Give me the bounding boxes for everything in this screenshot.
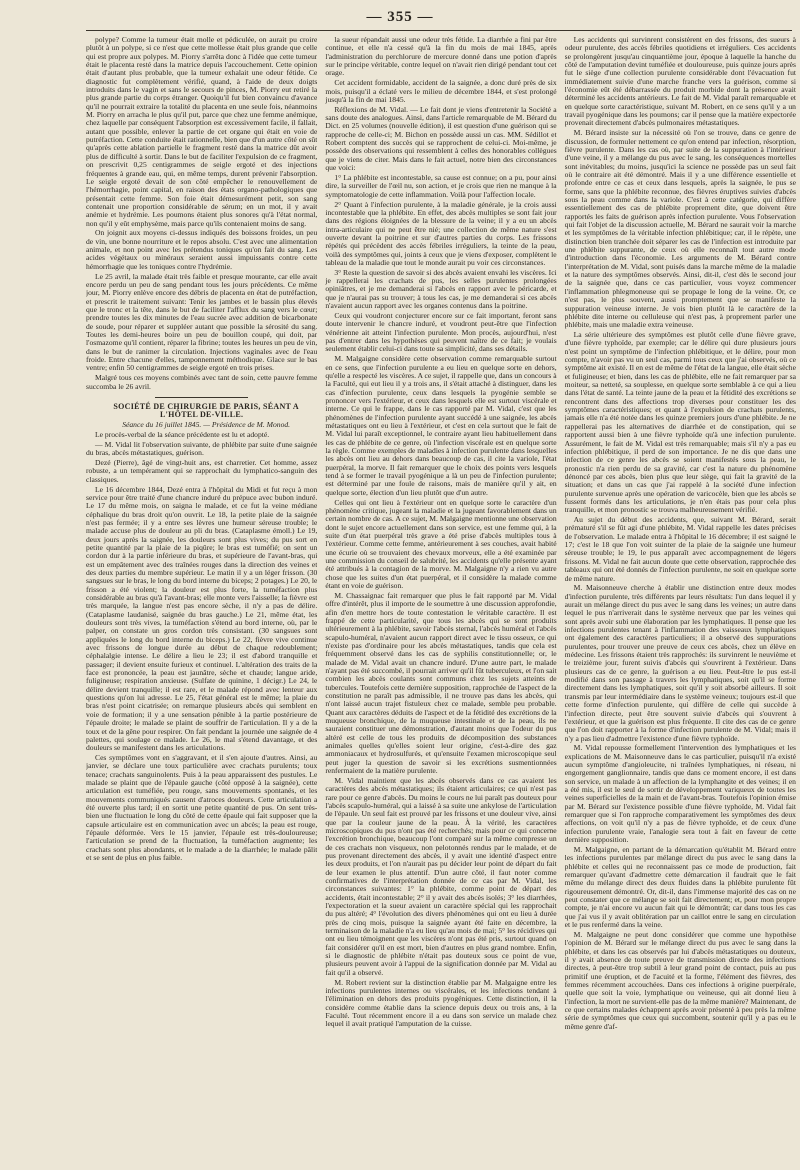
paragraph: M. Vidal maintient que les abcès observés dans ce cas avaient les caractères des abcès métastatiques; ils étaient articulaires; ce qui n'est pas rare pour ce genre d'abcès. Du moins le cours ne lui paraît pas douteux pour l'abcès scapulo-huméral, qui a laissé à sa suite une ankylose de l'articulation de l'épaule. Un seul fait est prouvé par les frissons et une douleur vive, ainsi que par la couleur jaune de la peau. À la vérité, les caractères microscopiques du pus n'ont pas été recherchés; mais pour ce qui concerne l'excrétion bronchique, beaucoup l'ont comparé sur la même compresse un de ces crachats non visqueux, non pelotonnés rendus par le malade, et de pus provenant directement des abcès, il y avait une identité d'aspect entre les deux produits, et l'on n'aurait pas pu décider leur point de départ du fait de leur examen le plus attentif. D'un autre côté, il faut noter comme confirmatives de l'interprétation donnée de ce cas par M. Vidal, les circonstances suivantes: 1° la phlébite, comme point de départ des accidents, était incontestable; 2° il y avait des abcès isolés; 3° les diarrhées, l'expectoration et la sueur avaient un caractère spécial qui les rapprochait du pus altéré; 4° l'évolution des divers phénomènes qui ont eu lieu à durée près de cinq mois, puisque la saignée ayant été faite en décembre, la terminaison de la maladie n'a eu lieu qu'au mois de mai; 5° les récidives qui ont eu lieu témoignent que les viscères n'ont pas été pris, surtout quand on fait considérer qu'il en est mort, bien d'autres en plus grand nombre. Enfin, si le diagnostic de phlébite n'était pas douteux sous ce point de vue, plusieurs peuvent avoir à l'appui de la signification donnée par M. Vidal au fait qu'il a observé. — [325, 775, 557, 977]
paragraph: Le 25 avril, la malade était très faible et presque mourante, car elle avait encore perdu un peu de sang pendant tous les jours précédents. Ce même jour, M. Piorry enlève encore des débris de placenta en état de putréfaction, et prescrit le traitement suivant: Tenir les jambes et le bassin plus élevés que le tronc et la tête, dans le but de faciliter l'afflux du sang vers le cœur; prendre toutes les dix minutes de l'eau sucrée avec addition de bicarbonate de soude, pour réparer et suppléer autant que possible la sérosité du sang. Toutes les demi-heures boire un peu de bouillon coupé, qui doit, par l'osmazome qu'il contient, réparer la fibrine; toutes les heures un peu de vin, dans le but de ranimer la circulation. Injections vaginales avec de l'eau froide. Entre chacune d'elles, tamponnement méthodique. Glace sur le bas ventre; enfin 50 centigrammes de seigle ergoté en trois prises. — [86, 271, 318, 373]
paragraph: Ceux qui voudront conjecturer encore sur ce fait important, feront sans doute intervenir le chancre induré, et voudront peut-être que l'infection vénérienne ait atteint l'infection purulente. Mon procès, aujourd'hui, n'est pas d'entrer dans les hypothèses qui peuvent naître de ce fait; je voulais seulement établir celui-ci dans toute sa simplicité, dans ses détails. — [325, 311, 557, 354]
section-divider — [155, 397, 248, 398]
paragraph: Cet accident formidable, accident de la saignée, a donc duré près de six mois, puisqu'il a éclaté vers le milieu de décembre 1844, et s'est prolongé jusqu'à la fin de mai 1845. — [325, 78, 557, 104]
paragraph: polype? Comme la tumeur était molle et pédiculée, on aurait pu croire plutôt à un polype, si ce n'est que cette mollesse était plus grande que celle qui est propre aux polypes. M. Piorry s'arrêta donc à l'idée que cette tumeur était le placenta resté dans la matrice depuis l'accouchement. Cette opinion était d'autant plus probable, que la tumeur exhalait une odeur fétide. Ce diagnostic fut complètement vérifié, quand, à l'aide de deux doigts introduits dans le vagin et sans le secours de pinces, M. Piorry eut retiré la plus grande partie du corps étranger. Quoiqu'il fut bien convaincu d'avance qu'il ne pourrait extraire la totalité du placenta en une seule fois, néanmoins M. Piorry en arracha le plus qu'il put, parce que chez une femme anémique, chez laquelle par conséquent l'absorption est excessivement facile, il fallait, autant que possible, enlever la partie de cet organe qui était en voie de putréfaction. Cette conduite était rationnelle, bien que d'un autre côté on sût qu'après cette ablation partielle le fragment resté dans la matrice dût avoir plus de difficulté à sortir. Dans le but de faciliter l'expulsion de ce fragment, on prescrivit 0,25 centigrammes de seigle ergoté et des injections fréquentes à grande eau, qui, en même temps, durent prévenir l'absorption. Le seigle ergoté devait de son côté empêcher le renouvellement de l'hémorrhagie, point capital, en raison des états organo-pathologiques que présentait cette femme. Son foie était démesurément petit, son sang contenait une proportion considérable de sérum; en un mot, il y avait anémie et hydrémie. Les poumons étaient plus sonores qu'à l'état normal, non qu'il y eût emphysème, mais parce qu'ils contenaient moins de sang. — [86, 36, 318, 228]
paragraph: Ces symptômes vont en s'aggravant, et il s'en ajoute d'autres. Ainsi, au janvier, se déclare une toux particulière avec crachats purulents; toux tenace; crachats sanguinolents. Puis à la peau apparaissent des pustules. Le malade se plaint que de l'épaule gauche (côté opposé à la saignée), cette articulation est tuméfiée, peu rouge, sans mouvements spontanés, et les mouvements communiqués causent d'atroces douleurs. Cette articulation a été ouverte plus tard; il en sortit une petite quantité de pus. On sent très-bien une fluctuation le long du côté de cette épaule qui fait supposer que la capsule articulaire est en communication avec un abcès; la peau est rouge, l'épaule déformée. Vers le 15 janvier, l'épaule est très-douloureuse; l'articulation se prend de la fluctuation, la tuméfaction augmente; les crachats sont plus abondants, et le malade a de la diarrhée; le malade pâlit et se sent de plus en plus faible. — [86, 753, 318, 863]
paragraph: Celles qui ont lieu à l'extérieur ont en quelque sorte le caractère d'un phénomène critique, jugeant la maladie et la jugeant favorablement dans un certain nombre de cas. A ce sujet, M. Malgaigne mentionne une observation dont le sujet encore actuellement dans son service, est une femme qui, à la suite d'un état puerpéral très grave a été prise d'abcès multiples tous à l'extérieur. Comme cette femme, antérieurement à ses couches, avait habité une écurie où se trouvaient des chevaux morveux, elle a été examinée par une commission du conseil de salubrité, les accidents qu'elle présente ayant été attribués à la contagion de la morve. M. Malgaigne n'y a rien vu autre chose que les suites d'un état puerpéral, et il considère la malade comme étant en voie de guérison. — [325, 497, 557, 590]
paragraph: La série ultérieure des symptômes est plutôt celle d'une fièvre grave, d'une fièvre typhoïde, par exemple; car le délire qui dure plusieurs jours n'est point un symptôme de l'infection phlébitique, et le délire, pour mon compte, n'avoir pas vu un seul cas, parmi tous ceux que j'ai observés, où ce symptôme ait existé. Il en est de même de l'état de la langue, elle était sèche et fuligineuse; et bien, dans les cas de phlébite, elle ne fait remarquer par sa moiteur, sa netteté, sa souplesse, en quelque sorte semblable à ce qui a lieu dans l'état de santé. La teinte jaune de la peau et la fétidité des excrétions se rencontrent dans des affections trop diverses pour constituer les des symptômes caractéristiques; et quant à l'expulsion de crachats purulents, jamais elle n'a été notée dans les quinze premiers jours d'une phlébite. Je ne rappellerai pas les alternatives de diarrhée et de constipation, qui se rapportent aussi bien à une fièvre typhoïde qu'à une infection purulente. Assurément, le fait de M. Vidal est très remarquable; mais s'il n'y a pas eu infection phlébitique, il perd de son importance. Je ne dis que dans une infection de ce genre les abcès se soient manifestés sous la peau, le pronostic n'a rien perdu de sa gravité, car c'est la nature du phénomène dénoncé par ces abcès, bien plus que leur siège, qui fait la gravité de la situation; et dans un cas que j'ai rappelé à la société d'une infection purulente survenue après une opération de varicocèle, bien que les abcès se fussent formés dans les articulations, je n'en étais pas pour cela plus tranquille, et mon pronostic se trouva malheureusement vérifié. — [564, 330, 796, 515]
paragraph: On joignit aux moyens ci-dessus indiqués des boissons froides, un peu de vin, une bonne nourriture et le repos absolu. C'est avec une alimentation animale, et non point avec les prétendus toniques qu'on fait du sang. Les acides végétaux ou minéraux seraient aussi impuissants contre cette hémorrhagie que les toniques contre l'hydrémie. — [86, 228, 318, 271]
paragraph: M. Bérard insiste sur la nécessité où l'on se trouve, dans ce genre de discussion, de formuler nettement ce qu'on entend par infection, résorption, fièvre purulente. Dans les cas où, par suite de la suppuration à l'intérieur d'une veine, il y a mélange du pus avec le sang, les conséquences mortelles sont inévitables; du moins, jusqu'ici la science ne possède pas un seul fait où le contraire ait été démontré. Mais il y a une différence essentielle et profonde entre ce cas et ceux dans lesquels, après la saignée, le pus se forme, sans que la phlébite reconnue, des fièvres éruptives suivies d'abcès sous la peau comme dans la variole. C'est à cette catégorie, qui diffère essentiellement des cas de phlébite proprement dite, que doivent être rapportés les faits de guérison après infection purulente. Vous l'observation qui fait l'objet de la discussion actuelle, M. Bérard ne saurait voir la marche et les symptômes de la véritable infection phlébitique; car, il le répète, une distinction bien tranchée doit séparer les cas de l'infection est introduite par une phlébite suppurante, de ceux où elle reconnaît tout autre mode d'introduction dans l'économie. Les arguments de M. Bérard contre l'interprétation de M. Vidal, sont puisés dans la marche même de la maladie et la nature des symptômes observés. Ainsi, dit-il, c'est dès le second jour de la saignée que, dans ce cas particulier, vous voyez commencer l'inflammation phlegmoneuse qui se propage le long de la veine. Or, ce n'est pas, le plus souvent, aussi promptement que se manifeste la suppuration veineuse interne. Je vois bien plutôt là le caractère de la phlébite dite interne ou celluleuse qui n'est pas, à proprement parler une phlébite, mais une maladie extra veineuse. — [564, 128, 796, 330]
paragraph: M. Malgaigne considère cette observation comme remarquable surtout en ce sens, que l'infection purulente a eu lieu en quelque sorte en dehors, qu'elle a respecté les viscères. A ce sujet, il rappelle que, dans un concours à la Faculté, qui eut lieu il y a trois ans, il s'était attaché à distinguer, dans les cas d'infection purulente, ceux dans lesquels la pyogénie semble se prononcer vers l'extérieur, et ceux dans lesquels elle est surtout viscérale et interne. Ce qui le frappe, dans le cas rapporté par M. Vidal, c'est que les phénomènes de l'infection purulente ayant succédé à une saignée, les abcès métastatiques ont eu lieu à l'extérieur, et c'est en cela surtout que le fait de M. Vidal lui paraît exceptionnel, le contraire ayant lieu habituellement dans les cas de phlébite de ce genre, où l'infection viscérale est en quelque sorte la règle. Comme exemples de maladies à infection purulente dans lesquelles les abcès ont lieu au dehors dans beaucoup de cas, il cite la variole, l'état puerpéral, la morve. Il fait remarquer que le choix des points vers lesquels tend à se former le travail pyogénique a là un peu de l'infection purulente; est déterminé par une foule de raisons, mais de manière qu'il y ait, en quelque sorte, élection d'un lieu plutôt que d'un autre. — [325, 354, 557, 497]
paragraph: — M. Vidal lit l'observation suivante, de phlébite par suite d'une saignée du bras, abcès métastatiques, guérison. — [86, 439, 318, 458]
article-columns — [86, 36, 796, 1164]
paragraph: Les accidents qui survinrent consistèrent en des frissons, des sueurs à odeur purulente, des accès fébriles quotidiens et irréguliers. Ces accidents se prolongèrent jusqu'au cinquantième jour, époque à laquelle la hanche du côté de l'amputation devint tuméfiée et douloureuse, puis quinze jours après fut le siège d'une collection purulente considérable dont l'évacuation fut immédiatement suivie d'une marche franche vers la guérison, comme si l'économie eût été débarrassée du produit morbide dont la présence avait déterminé les accidents antérieurs. Le fait de M. Vidal paraît remarquable et en quelque sorte caractéristique, suivant M. Robert, en ce sens qu'il y a un travail pyogénique dans les poumons; car il pense que la matière expectorée provenait directement d'abcès pulmonaires métastatiques. — [564, 36, 796, 128]
page-number: — 355 — — [366, 9, 434, 25]
section-title: SOCIÉTÉ DE CHIRURGIE DE PARIS, SÉANT A L'HÔTEL DE-VILLE. — [113, 401, 299, 420]
paragraph: M. Vidal repousse formellement l'intervention des lymphatiques et les explications de M. Maisonneuve dans le cas particulier, puisqu'il n'a existé aucun symptôme d'angioleucite, ni traînées lymphatiques, ni réseau, ni engorgement ganglionnaire, tandis que dans ce moment encore, il est dans son service, un malade à un affection de la lymphangite et des veines; il en a été mis, il est le seul de sortir de développement variqueux de toutes les veines superficielles de la main et de l'avant-bras. Toutefois l'opinion émise par M. Bérard sur l'existence possible d'une fièvre typhoïde, M. Vidal fait remarquer que si l'on rapproche comparativement les symptômes des deux affections, on voit qu'il n'y a pas de fièvre typhoïde, et de ceux d'une infection purulente vraie, l'analogie sera tout à fait en faveur de cette dernière supposition. — [564, 743, 796, 845]
paragraph: Le procès-verbal de la séance précédente est lu et adopté. — [95, 429, 270, 439]
page-header — [0, 8, 800, 32]
paragraph: la sueur répandait aussi une odeur très fétide. La diarrhée a fini par être continue, et elle n'a cessé qu'à la fin du mois de mai 1845, après l'administration du perchlorure de mercure donné dans une potion d'après sur le principe véritable, contre lequel on n'avait rien dirigé pendant tout cet orage. — [325, 36, 557, 78]
paragraph: Malgré tous ces moyens combinés avec tant de soin, cette pauvre femme succomba le 26 avril. — [86, 373, 318, 391]
column-1 — [86, 36, 317, 1164]
paragraph: M. Maisonneuve cherche à établir une distinction entre deux modes d'infection purulente, très différents par leurs résultats: l'un dans lequel il y aurait un mélange direct du pus avec le sang dans les veines; un autre dans lequel le pus n'arriverait dans le système nerveux que par les veines qui sont après avoir subi une élaboration par les lymphatiques. Il pense que les infections purulentes tenant à l'inflammation des vaisseaux lymphatiques ont également des caractères particuliers; il a observé des suppurations purulentes, pour trouver une preuve de ceux ces abcès, chez un élève en médecine. Les frissons étaient très rapprochés: ils survinrent le neuvième et le treizième jour, furent suivis d'abcès qui s'ouvrirent à l'extérieur. Dans plusieurs cas de ce genre, la guérison a eu lieu. Peut-être le pus est-il modifié dans son passage à travers les lymphatiques, soit qu'il se forme directement dans les lymphatiques, soit qu'il y soit absorbé ailleurs. Il soit transmis par leur intermédiaire dans le système veineux; toujours est-il que cette forme d'infection purulente, qui diffère de celle qui succède à l'infection directe, peut être souvent suivie d'abcès qui s'ouvrent à l'extérieur, et que la guérison est plus fréquente. Il cite des cas de ce genre que l'on doit rapporter à la forme d'infection purulente de M. Vidal; mais il n'y a pas lieu d'admettre l'existence d'une fièvre typhoïde. — [564, 583, 796, 743]
paragraph: Au sujet du début des accidents, que, suivant M. Bérard, serait prématuré s'il se fût agi d'une phlébite, M. Vidal rappelle les dates précises de l'observation. Le malade entra à l'hôpital le 16 décembre; il est saigné le 17; c'est le 18 que l'on voit suinter de la plaie de la saignée une humeur séreuse trouble; le 19, le pus apparaît avec accompagnement de légers frissons. M. Vidal ne fait aucun doute que cette observation, rapprochée des tableaux qui ont été donnés de l'infection purulente, ne soit en quelque sorte de même nature. — [564, 515, 796, 583]
paragraph: M. Robert revient sur la distinction établie par M. Malgaigne entre les infections purulentes internes ou viscérales, et les infections tendant à l'élimination en dehors des produits pyogéniques. Cette distinction, il la considère comme établie dans la science depuis deux ou trois ans, à la Faculté. Tout récemment encore il a eu dans son service un malade chez lequel il avait pratiqué l'amputation de la cuisse. — [325, 977, 557, 1029]
paragraph: Réflexions de M. Vidal. — Le fait dont je viens d'entretenir la Société a sans doute des analogues. Ainsi, dans l'article remarquable de M. Bérard du Dict. en 25 volumes (nouvelle édition), il est question d'une guérison qui se rapproche de celle-ci; M. Bichon en possède aussi un cas. MM. Sédillot et Robert comptent des succès qui se rapprochent de celui-ci. Moi-même, je possède des observations qui ressemblent à celles des honorables collègues que je viens de citer. Mais dans le fait actuel, notre bien des circonstances que voici: — [325, 104, 557, 173]
paragraph: 1° La phlébite est incontestable, sa cause est connue; on a pu, pour ainsi dire, la surveiller de l'œil nu, son action, et je crois que rien ne manque à la symptomatologie de cette inflammation. Voilà pour l'affection locale. — [325, 173, 557, 199]
paragraph: M. Malgaigne ne peut donc considérer que comme une hypothèse l'opinion de M. Bérard sur le mélange direct du pus avec le sang dans la phlébite, et dans les cas observés par lui d'abcès métastatiques ou douteux, il y avait absence de toute preuve de transmission directe des infections directes, à peut-être trop subtil à leur grand point de contact, puis au pus primitif une éruption, et de l'acuité et la forme, l'élément des fièvres, des femmes récemment accouchées. Dans ces infections à origine puerpérale, quelle que soit la voie, lymphatique ou veineuse, qui ait donné lieu à l'infection, la mort ne survient-elle pas de la même manière? Maintenant, de ce que certains malades échappent après avoir présenté à peu près la même série de symptômes que ceux qui succombent, soutenir qu'il y a pas eu le même genre d'af- — [564, 929, 796, 1031]
paragraph: M. Chassaignac fait remarquer que plus le fait rapporté par M. Vidal offre d'intérêt, plus il importe de le soumettre à une discussion approfondie, afin d'en mettre hors de toute contestation le véritable caractère. Il est frappé de cette particularité, que tous les abcès qui se sont produits ultérieurement à la phlébite, savoir l'abcès sternal, l'abcès huméral et l'abcès scapulo-huméral, n'avaient aucun rapport direct avec le tissu osseux, ce qui n'existe pas d'ordinaire pour les abcès métastatiques, tandis que cela est fréquemment observé dans les cas de syphilis constitutionnelle; or, le malade de M. Vidal avait un chancre induré. D'une autre part, le malade n'ayant pas été succombé, il pourrait arriver qu'il fût tuberculeux, et l'on sait combien les abcès coulants sont communs chez les sujets atteints de tubercules. Toutefois cette dernière supposition, rapprochée de l'aspect de la constitution ne paraît pas admissible, il ne trouve pas dans les abcès, qui n'ont laissé aucun trajet fistuleux chez ce malade, semble peu probable. Quant aux caractères déduits de l'aspect et de la fétidité des excrétions de la muqueuse bronchique, de la muqueuse intestinale et de la peau, ils ne sauraient constituer une démonstration, d'autant moins que l'odeur du pus altéré est celle de tous les produits de décomposition des substances animales quelles qu'elles soient leur origine, c'est-à-dire des gaz ammoniacaux et hydrosulfurés, et qu'ensuite l'examen microscopique seul peut juger la question de savoir si les excrétions susmentionnées renfermaient de la matière purulente. — [325, 590, 557, 776]
paragraph: M. Malgaigne, en partant de la démarcation qu'établit M. Bérard entre les infections purulentes par mélange direct du pus avec le sang dans la phlébite et celles qui ne reconnaissent pas ce mode de production, fait remarquer qu'avant d'admettre cette démarcation il faudrait que le fait même du mélange direct des deux fluides dans la phlébite purulente fût rigoureusement démontré. Or, dit-il, dans l'immense majorité des cas on ne peut constater que ce mélange se soit fait directement; et, pour mon propre compte, je n'ai encore vu aucun fait qui le démontrât; car dans tous les cas que j'ai vus il y avait oblitération par un caillot entre le sang en circulation et le pus renfermé dans la veine. — [564, 845, 796, 930]
paragraph: Dezé (Pierre), âgé de vingt-huit ans, est charretier. Cet homme, assez robuste, a un tempérament qui se rapprochait du lymphatico-sanguin des classiques. — [86, 458, 318, 484]
column-3 — [565, 36, 796, 1164]
session-line: Séance du 16 juillet 1845. — Présidence de M. Monod. — [122, 420, 291, 430]
column-2 — [325, 36, 556, 1164]
paragraph: 2° Quant à l'infection purulente, à la maladie générale, je la crois aussi incontestable que la phlébite. En effet, des abcès multiples se sont fait jour dans des régions éloignées de la blessure de la veine; il y a eu un abcès intra-articulaire qui ne peut être nié; une collection de même nature s'est ouverte devant la poitrine et sur d'autres parties du corps. Les frissons répétés qui précèdent des accès fébriles irréguliers, la teinte de la peau, voilà des symptômes qui, joints à ceux que je viens d'exposer, complètent le tableau de la maladie que tout le monde aurait pu voir ces circonstances. — [325, 199, 557, 267]
paragraph: 3° Reste la question de savoir si des abcès avaient envahi les viscères. Ici je rappellerai les crachats de pus, les selles purulentes prolongées opiniâtres, et je me demanderai si l'abcès en rapport avec le péricarde, et que je n'aurai pas su trouver; à tous les cas, je me demanderai si ces abcès n'avaient aucun rapport avec les organes contenus dans la poitrine. — [325, 267, 557, 311]
header-rule — [86, 30, 792, 31]
paragraph: Le 16 décembre 1844, Dezé entra à l'hôpital du Midi et fut reçu à mon service pour être traité d'une chancre induré du prépuce avec bubon induré. Le 17 du même mois, on saigna le malade, et ce fut la veine médiane céphalique du bras droit qu'on ouvrit. Le 18, la petite plaie de la saignée n'est pas fermée; il y a entre ses lèvres une humeur séreuse trouble; le malade accuse plus de douleur au pli du bras. (Cataplasme émoll.) Le 19, deux jours après la saignée, les douleurs sont plus vives; du pus sort en petite quantité par la plaie de la piqûre; le bras est tuméfié; on sent un cordon dur à la partie inférieure du bras, et supérieure de l'avant-bras, qui est un empâtement avec des traînées rouges dans la direction des veines et des deux parties du membre supérieur. Le matin il y a un léger frisson. (30 sangsues sur le bras, le long du bord interne du biceps; 2 potages.) Le 20, le frisson a été violent; la douleur est plus forte, la tuméfaction plus considérable au bras qu'à l'avant-bras; elle monte vers l'aisselle; la fièvre est très marquée, la langue n'est pas encore sèche, il n'y a pas de délire. (Cataplasme laudanisé, saignée du bras gauche.) Le 21, même état, les douleurs sont très vives, la tuméfaction s'étend au bord interne, où, par le palper, on constate un gros cordon très consistant. (30 sangsues sont appliquées le long du bord interne du biceps.) Le 22, fièvre vive continue avec frissons de longue durée au début de chaque redoublement; céphalalgie intense. Le délire a lieu le 23; il est d'abord tranquille et passager; il devient ensuite furieux et continuel. L'altération des traits de la face est prononcée, la peau est jaunâtre, sèche et chaude; langue aride, fuligineuse; respiration anxieuse. (Sulfate de quinine, 1 décigr.) Le 24, le délire devient tranquille; il est rare, et le malade répond avec lenteur aux questions qu'on lui adresse. Le 25, l'état général est le même; la plaie du bras n'est point cicatrisée; on remarque plusieurs abcès qui semblent en voie de formation; il y a une sensation pénible à la partie postérieure de l'épaule droite; le malade se plaint de souffrir de l'articulation. Il y a de la toux et de la gêne pour respirer. On fait pendant la journée une saignée de 4 palettes, qui soulage ce malade. Le 26, le mal s'étend davantage, et des douleurs se manifestent dans les articulations. — [86, 484, 318, 753]
